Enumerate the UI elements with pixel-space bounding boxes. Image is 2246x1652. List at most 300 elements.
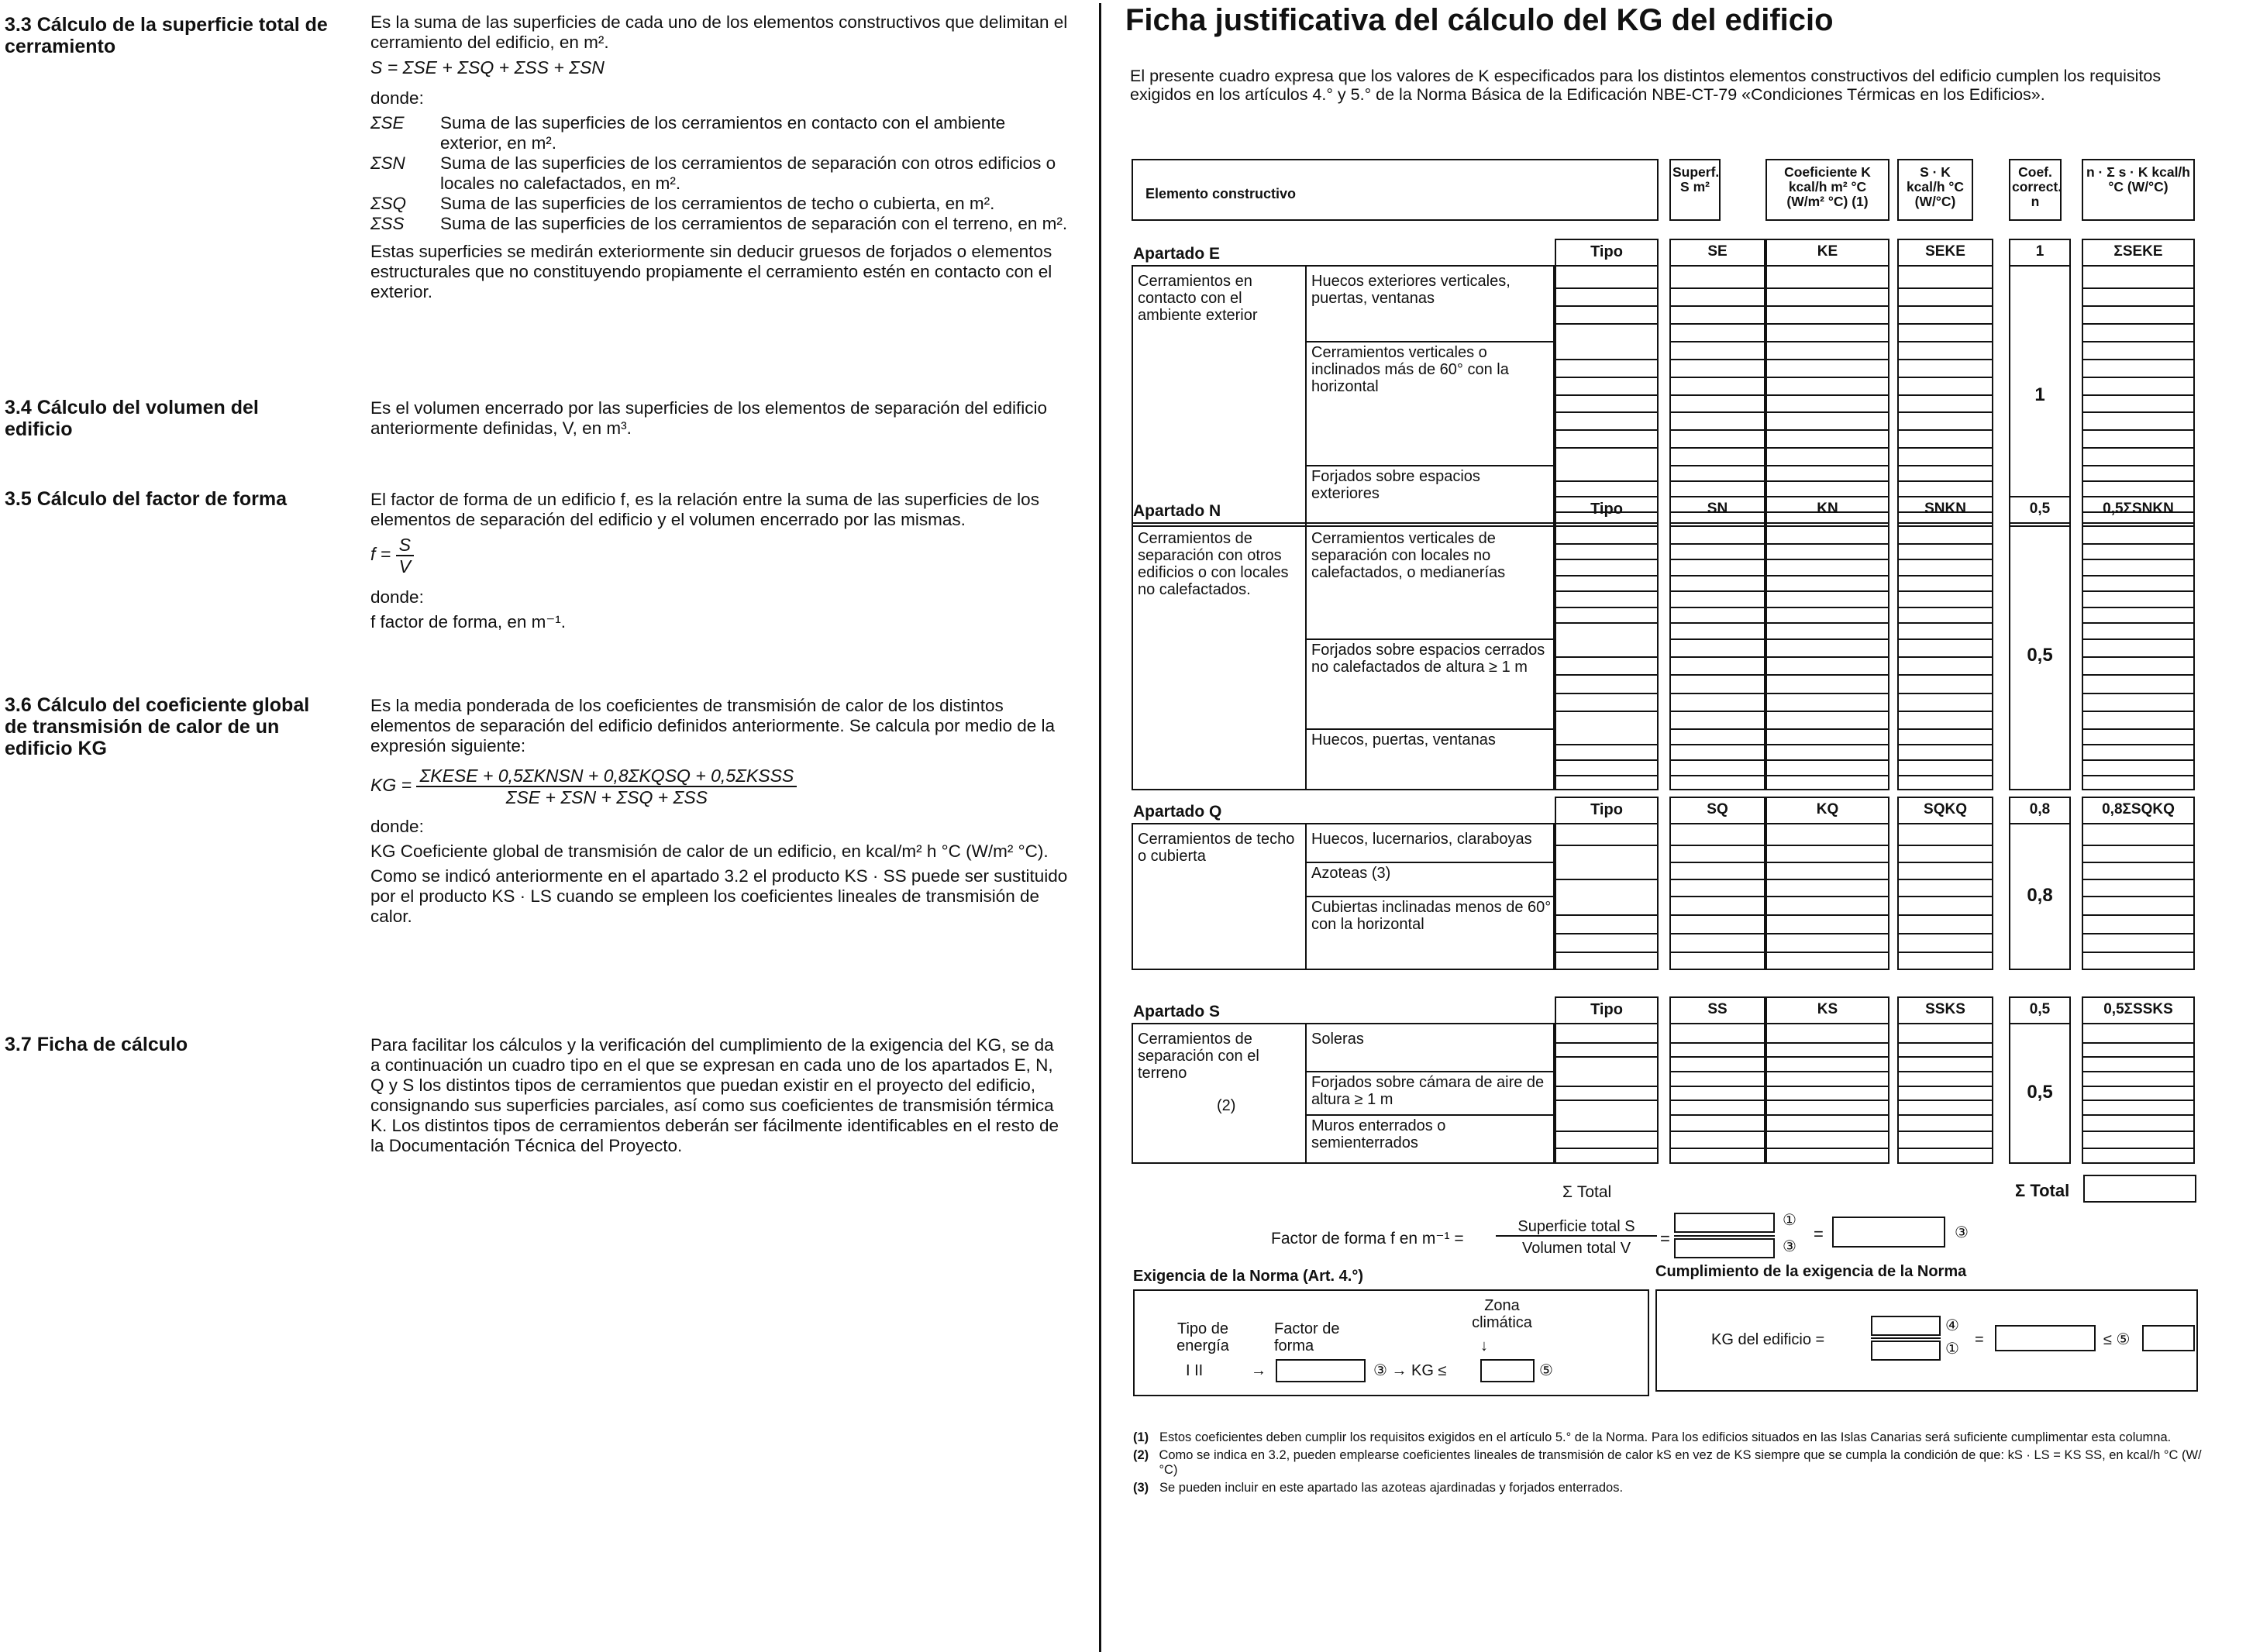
input-line[interactable]	[1669, 1131, 1765, 1132]
section-body	[370, 490, 1068, 637]
tipo-input-line[interactable]	[1555, 711, 1659, 712]
tipo-input-line[interactable]	[1555, 879, 1659, 880]
input-line[interactable]	[1897, 411, 1993, 413]
tipo-input-line[interactable]	[1555, 411, 1659, 413]
input-line[interactable]	[1669, 575, 1765, 576]
input-line[interactable]	[1765, 775, 1889, 776]
header-rule	[1555, 265, 1659, 267]
value-column	[2082, 996, 2195, 1164]
header-rule	[1765, 522, 1889, 524]
arrow-down-icon: ↓	[1480, 1337, 1488, 1354]
input-line[interactable]	[1765, 394, 1889, 396]
input-line[interactable]	[1669, 896, 1765, 897]
input-line[interactable]	[2082, 845, 2195, 846]
input-line[interactable]	[1897, 543, 1993, 545]
input-line[interactable]	[2082, 914, 2195, 916]
kg-limit-input[interactable]	[1480, 1359, 1535, 1382]
input-line[interactable]	[1669, 693, 1765, 694]
input-line[interactable]	[1765, 674, 1889, 676]
input-line[interactable]	[1669, 1042, 1765, 1044]
paragraph: Es el volumen encerrado por las superficies de los elementos de separación del edificio anteriormente definidas, V, en m³.	[370, 398, 1047, 438]
tipo-input-line[interactable]	[1555, 559, 1659, 560]
column-header: SQKQ	[1924, 801, 1967, 817]
header-label: Coef. correct. n	[2012, 164, 2062, 209]
input-line[interactable]	[1669, 1114, 1765, 1116]
input-line[interactable]	[2082, 622, 2195, 624]
input-line[interactable]	[1765, 429, 1889, 431]
kg-result-input[interactable]	[1995, 1325, 2096, 1351]
input-line[interactable]	[1765, 411, 1889, 413]
tipo-input-line[interactable]	[1555, 287, 1659, 289]
tipo-input-line[interactable]	[1555, 575, 1659, 576]
input-line[interactable]	[1669, 1086, 1765, 1087]
tipo-input-line[interactable]	[1555, 1086, 1659, 1087]
group-label: Cerramientos en contacto con el ambiente exterior	[1138, 273, 1258, 324]
input-line[interactable]	[1897, 1100, 1993, 1101]
input-line[interactable]	[1897, 305, 1993, 307]
footnote	[1133, 1481, 2203, 1495]
input-line[interactable]	[1897, 759, 1993, 761]
header-rule	[1555, 1023, 1659, 1024]
column-header: KQ	[1816, 801, 1839, 817]
input-line[interactable]	[1897, 394, 1993, 396]
factor-forma-input[interactable]	[1276, 1359, 1366, 1382]
input-line[interactable]	[1897, 711, 1993, 712]
input-line[interactable]	[1765, 1086, 1889, 1087]
tipo-input-line[interactable]	[1555, 1131, 1659, 1132]
fraction-numerator: S	[396, 535, 414, 556]
column-divider	[1099, 3, 1101, 1652]
header-rule	[1669, 522, 1765, 524]
input-line[interactable]	[1897, 744, 1993, 745]
input-line[interactable]	[1765, 607, 1889, 608]
tipo-input-line[interactable]	[1555, 359, 1659, 360]
input-line[interactable]	[1765, 879, 1889, 880]
tipo-input-line[interactable]	[1555, 656, 1659, 658]
input-line[interactable]	[1669, 862, 1765, 863]
definition-item	[370, 153, 1068, 194]
input-line[interactable]	[2082, 693, 2195, 694]
tipo-input-line[interactable]	[1555, 1056, 1659, 1058]
paragraph: Es la media ponderada de los coeficientes de transmisión de calor de los distintos elementos de separación del edificio definidos anteriormente. Se calcula por medio de la expresión siguiente:	[370, 696, 1056, 755]
tipo-input-line[interactable]	[1555, 394, 1659, 396]
tipo-input-line[interactable]	[1555, 914, 1659, 916]
input-line[interactable]	[1765, 933, 1889, 934]
input-line[interactable]	[1669, 1100, 1765, 1101]
input-line[interactable]	[2082, 341, 2195, 342]
input-line[interactable]	[1669, 447, 1765, 449]
value-column	[1669, 496, 1765, 790]
input-line[interactable]	[1669, 845, 1765, 846]
header-rule	[1669, 823, 1765, 824]
tipo-input-line[interactable]	[1555, 1042, 1659, 1044]
input-line[interactable]	[1669, 952, 1765, 953]
input-line[interactable]	[2082, 775, 2195, 776]
input-line[interactable]	[1897, 287, 1993, 289]
input-line[interactable]	[2082, 1114, 2195, 1116]
group-divider	[1305, 1023, 1307, 1164]
input-line[interactable]	[2082, 394, 2195, 396]
input-line[interactable]	[1897, 952, 1993, 953]
input-line[interactable]	[2082, 543, 2195, 545]
item-label: Forjados sobre espacios exteriores	[1311, 468, 1480, 502]
kg-limit-label: ③ → KG ≤	[1373, 1362, 1447, 1379]
tipo-input-line[interactable]	[1555, 305, 1659, 307]
tipo-input-line[interactable]	[1555, 480, 1659, 482]
input-line[interactable]	[1897, 323, 1993, 325]
input-line[interactable]	[1897, 914, 1993, 916]
group-label: Cerramientos de techo o cubierta	[1138, 831, 1295, 865]
input-line[interactable]	[1765, 914, 1889, 916]
input-line[interactable]	[1765, 656, 1889, 658]
value-column	[2009, 496, 2071, 790]
input-line[interactable]	[1669, 590, 1765, 592]
input-line[interactable]	[1897, 559, 1993, 560]
input-line[interactable]	[2082, 377, 2195, 378]
column-header: SEKE	[1925, 243, 1965, 260]
input-line[interactable]	[1897, 879, 1993, 880]
input-line[interactable]	[1897, 1086, 1993, 1087]
column-header: 1	[2035, 243, 2044, 260]
footnote	[1133, 1448, 2203, 1478]
input-line[interactable]	[1897, 896, 1993, 897]
input-line[interactable]	[1669, 622, 1765, 624]
input-line[interactable]	[1765, 305, 1889, 307]
input-line[interactable]	[1669, 711, 1765, 712]
input-line[interactable]	[2082, 465, 2195, 466]
input-line[interactable]	[2082, 323, 2195, 325]
fraction-bar	[1674, 1235, 1775, 1237]
tipo-input-line[interactable]	[1555, 590, 1659, 592]
tipo-header: Tipo	[1590, 501, 1623, 518]
input-line[interactable]	[2082, 933, 2195, 934]
input-line[interactable]	[1669, 728, 1765, 730]
input-line[interactable]	[2082, 429, 2195, 431]
input-line[interactable]	[1897, 465, 1993, 466]
page-title: Ficha justificativa del cálculo del KG del edificio	[1125, 3, 1834, 37]
input-line[interactable]	[1669, 287, 1765, 289]
input-line[interactable]	[1765, 323, 1889, 325]
input-line[interactable]	[1765, 845, 1889, 846]
column-header: KE	[1817, 243, 1838, 260]
input-line[interactable]	[1897, 1148, 1993, 1149]
input-line[interactable]	[1897, 933, 1993, 934]
volumen-input[interactable]	[1674, 1238, 1775, 1258]
tipo-input-line[interactable]	[1555, 759, 1659, 761]
input-line[interactable]	[1897, 1131, 1993, 1132]
input-line[interactable]	[2082, 480, 2195, 482]
input-line[interactable]	[1765, 952, 1889, 953]
input-line[interactable]	[1897, 341, 1993, 342]
input-line[interactable]	[2082, 656, 2195, 658]
input-line[interactable]	[1669, 377, 1765, 378]
input-line[interactable]	[1765, 543, 1889, 545]
input-line[interactable]	[1669, 1056, 1765, 1058]
definition-symbol: ΣSE	[370, 113, 405, 133]
input-line[interactable]	[1765, 1148, 1889, 1149]
input-line[interactable]	[2082, 559, 2195, 560]
input-line[interactable]	[2082, 638, 2195, 640]
input-line[interactable]	[2082, 447, 2195, 449]
value-column	[1669, 996, 1765, 1164]
fraction	[396, 535, 414, 576]
input-line[interactable]	[1897, 693, 1993, 694]
input-line[interactable]	[1669, 638, 1765, 640]
input-line[interactable]	[1897, 862, 1993, 863]
correction-factor: 0,5	[2027, 1082, 2053, 1103]
total-input[interactable]	[2083, 1175, 2196, 1203]
tipo-header: Tipo	[1590, 243, 1623, 260]
input-line[interactable]	[1765, 575, 1889, 576]
input-line[interactable]	[1765, 759, 1889, 761]
input-line[interactable]	[1765, 638, 1889, 640]
tipo-input-line[interactable]	[1555, 377, 1659, 378]
input-line[interactable]	[2082, 728, 2195, 730]
input-line[interactable]	[1669, 465, 1765, 466]
input-line[interactable]	[1765, 1114, 1889, 1116]
value-column	[1765, 239, 1889, 527]
input-line[interactable]	[2082, 1042, 2195, 1044]
paragraph: El factor de forma de un edificio f, es la relación entre la suma de las superficies de los elementos de separación del edificio y el volumen encerrado por las mismas.	[370, 490, 1039, 529]
item-label: Cerramientos verticales o inclinados más de 60° con la horizontal	[1311, 344, 1509, 395]
value-column	[1765, 496, 1889, 790]
column-header: SN	[1707, 501, 1728, 517]
input-line[interactable]	[1669, 674, 1765, 676]
header-rule	[1765, 823, 1889, 824]
input-line[interactable]	[1765, 377, 1889, 378]
input-line[interactable]	[1669, 879, 1765, 880]
input-line[interactable]	[1765, 1042, 1889, 1044]
input-line[interactable]	[1669, 1148, 1765, 1149]
ref-3: ③	[1955, 1224, 1969, 1241]
arrow-icon: →	[1251, 1362, 1266, 1379]
input-line[interactable]	[1765, 1131, 1889, 1132]
sum-total-label: Σ Total	[2015, 1181, 2070, 1200]
input-line[interactable]	[1897, 775, 1993, 776]
input-line[interactable]	[1897, 429, 1993, 431]
input-line[interactable]	[1765, 1071, 1889, 1072]
section-body	[370, 1035, 1068, 1161]
header-rule	[1897, 522, 1993, 524]
input-line[interactable]	[1765, 559, 1889, 560]
input-line[interactable]	[2082, 952, 2195, 953]
input-line[interactable]	[2082, 759, 2195, 761]
input-line[interactable]	[1765, 744, 1889, 745]
input-line[interactable]	[1765, 711, 1889, 712]
apartado-label-q: Apartado Q	[1133, 803, 1222, 821]
input-line[interactable]	[1765, 480, 1889, 482]
tipo-column	[1555, 996, 1659, 1164]
input-line[interactable]	[1669, 543, 1765, 545]
input-line[interactable]	[1897, 1056, 1993, 1058]
section-title: 3.7 Ficha de cálculo	[5, 1034, 188, 1055]
input-line[interactable]	[1669, 305, 1765, 307]
input-line[interactable]	[2082, 575, 2195, 576]
input-line[interactable]	[2082, 1131, 2195, 1132]
input-line[interactable]	[1669, 1071, 1765, 1072]
kg-denominator-input[interactable]	[1871, 1341, 1941, 1361]
header-coef	[1765, 159, 1889, 221]
input-line[interactable]	[1765, 465, 1889, 466]
input-line[interactable]	[1669, 656, 1765, 658]
footnote-number: (3)	[1133, 1481, 1149, 1495]
input-line[interactable]	[1765, 1056, 1889, 1058]
input-line[interactable]	[2082, 1056, 2195, 1058]
column-header: KS	[1817, 1001, 1838, 1017]
header-rule	[2009, 1023, 2071, 1024]
header-nsk	[2082, 159, 2195, 221]
input-line[interactable]	[1669, 559, 1765, 560]
factor-result-input[interactable]	[1832, 1217, 1945, 1248]
input-line[interactable]	[2082, 896, 2195, 897]
tipo-input-line[interactable]	[1555, 674, 1659, 676]
input-line[interactable]	[1897, 656, 1993, 658]
tipo-input-line[interactable]	[1555, 744, 1659, 745]
tipo-input-line[interactable]	[1555, 845, 1659, 846]
tipo-input-line[interactable]	[1555, 775, 1659, 776]
formula-lhs: f =	[370, 544, 391, 565]
input-line[interactable]	[2082, 1086, 2195, 1087]
tipo-input-line[interactable]	[1555, 1148, 1659, 1149]
header-label: Coeficiente K kcal/h m² °C (W/m² °C) (1)	[1784, 164, 1871, 209]
input-line[interactable]	[1669, 429, 1765, 431]
column-header: SSKS	[1925, 1001, 1965, 1017]
definition-item	[370, 194, 1068, 214]
input-line[interactable]	[1897, 377, 1993, 378]
input-line[interactable]	[1669, 914, 1765, 916]
input-line[interactable]	[1897, 1071, 1993, 1072]
tipo-input-line[interactable]	[1555, 607, 1659, 608]
kg-compare-input[interactable]	[2142, 1325, 2195, 1351]
input-line[interactable]	[2082, 1100, 2195, 1101]
paragraph: Es la suma de las superficies de cada uno de los elementos constructivos que delimitan el cerramiento del edificio, en m².	[370, 12, 1068, 52]
input-line[interactable]	[1897, 845, 1993, 846]
input-line[interactable]	[1897, 480, 1993, 482]
sum-total-label: Σ Total	[1562, 1183, 1612, 1201]
definition-symbol: ΣSN	[370, 153, 405, 173]
input-line[interactable]	[1765, 693, 1889, 694]
header-label: S · K kcal/h °C (W/°C)	[1906, 164, 1965, 209]
input-line[interactable]	[2082, 287, 2195, 289]
superficie-input[interactable]	[1674, 1213, 1775, 1233]
input-line[interactable]	[1765, 622, 1889, 624]
input-line[interactable]	[2082, 607, 2195, 608]
section-title: 3.6 Cálculo del coeficiente global de transmisión de calor de un edificio KG	[5, 694, 310, 759]
input-line[interactable]	[2082, 411, 2195, 413]
input-line[interactable]	[2082, 711, 2195, 712]
input-line[interactable]	[1897, 359, 1993, 360]
input-line[interactable]	[2082, 1071, 2195, 1072]
input-line[interactable]	[2082, 1148, 2195, 1149]
input-line[interactable]	[1897, 607, 1993, 608]
kg-numerator-input[interactable]	[1871, 1316, 1941, 1336]
input-line[interactable]	[1765, 862, 1889, 863]
input-line[interactable]	[1765, 728, 1889, 730]
value-column	[2082, 496, 2195, 790]
section-title: 3.5 Cálculo del factor de forma	[5, 488, 287, 510]
input-line[interactable]	[1897, 575, 1993, 576]
apartado-label-s: Apartado S	[1133, 1003, 1221, 1020]
tipo-input-line[interactable]	[1555, 323, 1659, 325]
tipo-input-line[interactable]	[1555, 543, 1659, 545]
input-line[interactable]	[1669, 607, 1765, 608]
input-line[interactable]	[1897, 590, 1993, 592]
input-line[interactable]	[1897, 728, 1993, 730]
input-line[interactable]	[1669, 394, 1765, 396]
tipo-input-line[interactable]	[1555, 693, 1659, 694]
input-line[interactable]	[2082, 359, 2195, 360]
group-divider	[1305, 522, 1307, 790]
input-line[interactable]	[1669, 759, 1765, 761]
input-line[interactable]	[1897, 622, 1993, 624]
tipo-input-line[interactable]	[1555, 1100, 1659, 1101]
exigencia-title: Exigencia de la Norma (Art. 4.°)	[1133, 1268, 1363, 1285]
input-line[interactable]	[1669, 933, 1765, 934]
item-rule	[1305, 728, 1555, 730]
input-line[interactable]	[2082, 879, 2195, 880]
item-label: Soleras	[1311, 1031, 1364, 1048]
input-line[interactable]	[1765, 287, 1889, 289]
input-line[interactable]	[2082, 862, 2195, 863]
input-line[interactable]	[1897, 674, 1993, 676]
input-line[interactable]	[1765, 896, 1889, 897]
input-line[interactable]	[1765, 341, 1889, 342]
input-line[interactable]	[1897, 1042, 1993, 1044]
input-line[interactable]	[1765, 359, 1889, 360]
header-label: n · Σ s · K kcal/h °C (W/°C)	[2086, 164, 2190, 194]
column-header: SNKN	[1924, 501, 1966, 517]
cumplimiento-title: Cumplimiento de la exigencia de la Norma	[1655, 1263, 1967, 1280]
input-line[interactable]	[2082, 744, 2195, 745]
value-column	[1897, 239, 1993, 527]
footnote-number: (2)	[1133, 1448, 1149, 1462]
input-line[interactable]	[1765, 1100, 1889, 1101]
header-superf	[1669, 159, 1721, 221]
header-rule	[1765, 265, 1889, 267]
item-label: Huecos exteriores verticales, puertas, ventanas	[1311, 273, 1511, 307]
input-line[interactable]	[1669, 323, 1765, 325]
input-line[interactable]	[2082, 674, 2195, 676]
input-line[interactable]	[1669, 480, 1765, 482]
input-line[interactable]	[1669, 359, 1765, 360]
input-line[interactable]	[1669, 744, 1765, 745]
value-column	[2009, 239, 2071, 527]
tipo-input-line[interactable]	[1555, 933, 1659, 934]
input-line[interactable]	[1897, 1114, 1993, 1116]
tipo-input-line[interactable]	[1555, 952, 1659, 953]
input-line[interactable]	[1765, 447, 1889, 449]
definition-symbol: ΣSQ	[370, 194, 406, 213]
header-rule	[2009, 823, 2071, 824]
input-line[interactable]	[2082, 590, 2195, 592]
input-line[interactable]	[2082, 305, 2195, 307]
input-line[interactable]	[1897, 638, 1993, 640]
intro-paragraph: El presente cuadro expresa que los valores de K especificados para los distintos elementos constructivos del edificio cumplen los requisitos exigidos en los artículos 4.° y 5.° de la Norma Básica de la Edificación NBE-CT-79 «Condiciones Térmicas en los Edificios».	[1130, 67, 2162, 104]
definition-text: KG Coeficiente global de transmisión de calor de un edificio, en kcal/m² h °C (W/m² °C).	[370, 841, 1049, 861]
tipo-input-line[interactable]	[1555, 622, 1659, 624]
footnote-text: Como se indica en 3.2, pueden emplearse coeficientes lineales de transmisión de calor kS en vez de KS siempre que se cumpla la condición de que: kS · LS = KS SS, en kcal/h °C (W/°C)	[1159, 1448, 2202, 1477]
input-line[interactable]	[1897, 447, 1993, 449]
input-line[interactable]	[1669, 775, 1765, 776]
input-line[interactable]	[1765, 590, 1889, 592]
header-rule	[1555, 522, 1659, 524]
kg-formula	[370, 766, 1068, 807]
item-rule	[1305, 638, 1555, 640]
input-line[interactable]	[1669, 411, 1765, 413]
input-line[interactable]	[1669, 341, 1765, 342]
tipo-input-line[interactable]	[1555, 429, 1659, 431]
tipo-input-line[interactable]	[1555, 447, 1659, 449]
